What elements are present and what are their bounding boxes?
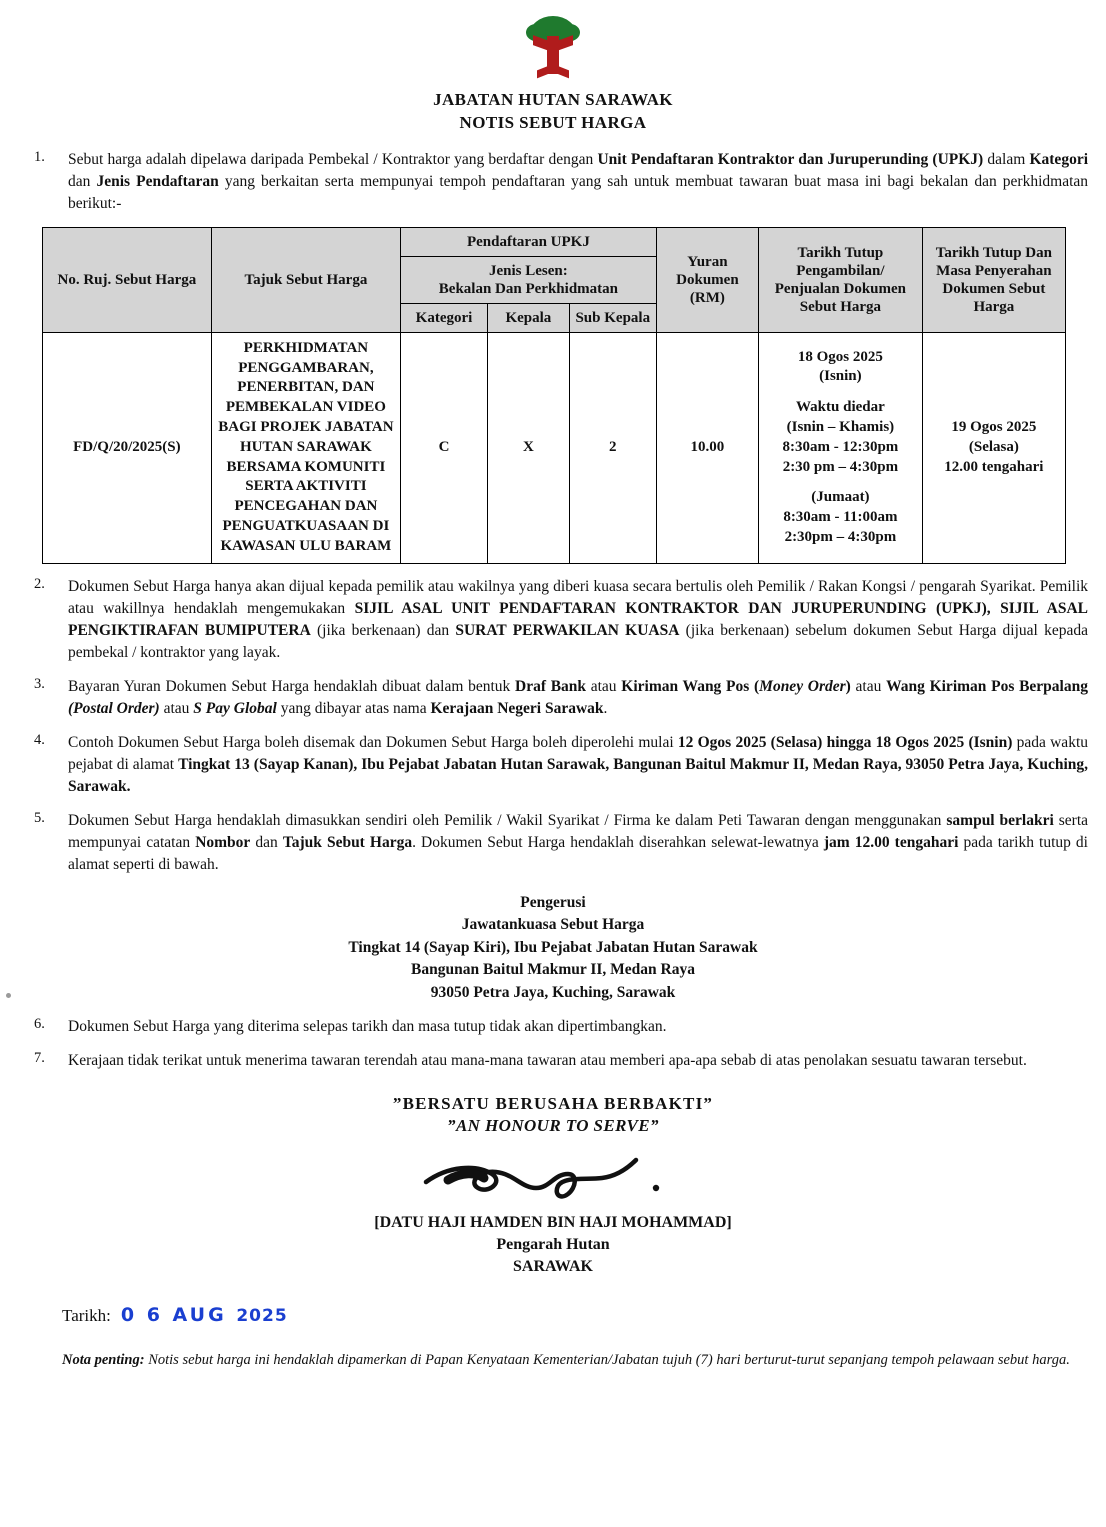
clause-3-text: Bayaran Yuran Dokumen Sebut Harga hendaklah dibuat dalam bentuk Draf Bank atau Kiriman Wang Pos (Money Order) atau Wang Kiriman Pos Berpalang (Postal Order) atau S Pay Global yang dibayar atas nama Kerajaan Negeri Sarawak. bbox=[68, 677, 1088, 717]
note-label: Nota penting: bbox=[62, 1352, 145, 1369]
handwritten-signature-icon bbox=[418, 1154, 688, 1208]
important-note bbox=[0, 1350, 1106, 1370]
cell-kategori: C bbox=[401, 332, 488, 563]
clause-3 bbox=[0, 676, 1106, 720]
date-row bbox=[0, 1304, 1106, 1326]
doc-type: NOTIS SEBUT HARGA bbox=[459, 112, 647, 132]
date-stamp-month: AUG bbox=[172, 1304, 227, 1327]
table-header-row-1 bbox=[43, 227, 1066, 256]
th-title: Tajuk Sebut Harga bbox=[211, 227, 400, 332]
th-closing-sale: Tarikh Tutup Pengambilan/ Penjualan Dokumen Sebut Harga bbox=[759, 227, 923, 332]
cell-sub-kepala: 2 bbox=[569, 332, 656, 563]
clause-3-number: 3. bbox=[34, 675, 45, 692]
clause-5-text: Dokumen Sebut Harga hendaklah dimasukkan sendiri oleh Pemilik / Wakil Syarikat / Firma ke dalam Peti Tawaran dengan menggunakan sampul berlakri serta mempunyai catatan Nombor dan Tajuk Sebut Harga. Dokumen Sebut Harga hendaklah diserahkan selewat-lewatnya jam 12.00 tengahari pada tarikh tutup di alamat seperti di bawah. bbox=[68, 811, 1089, 873]
th-licence-line2: Bekalan Dan Perkhidmatan bbox=[438, 280, 618, 297]
motto-block bbox=[0, 1094, 1106, 1136]
th-fee: Yuran Dokumen (RM) bbox=[656, 227, 758, 332]
motto-en: ”AN HONOUR TO SERVE” bbox=[447, 1115, 659, 1135]
th-upkj: Pendaftaran UPKJ bbox=[401, 227, 657, 256]
date-stamp bbox=[121, 1304, 288, 1326]
signatory-state: SARAWAK bbox=[512, 1258, 593, 1276]
th-kepala: Kepala bbox=[487, 303, 569, 332]
committee-label: Jawatankuasa Sebut Harga bbox=[461, 916, 645, 934]
cell-fee: 10.00 bbox=[656, 332, 758, 563]
chairman-label: Pengerusi bbox=[520, 893, 586, 911]
signatory-block bbox=[0, 1212, 1106, 1278]
clause-7-number: 7. bbox=[34, 1049, 45, 1066]
clause-4-text: Contoh Dokumen Sebut Harga boleh disemak dan Dokumen Sebut Harga boleh diperolehi mulai 12 Ogos 2025 (Selasa) hingga 18 Ogos 2025 (Isnin) pada waktu pejabat di alamat Tingkat 13 (Sayap Kanan), Ibu Pejabat Jabatan Hutan Sarawak, Bangunan Baitul Makmur II, Medan Raya, 93050 Petra Jaya, Kuching, Sarawak. bbox=[68, 733, 1088, 795]
clause-1 bbox=[0, 149, 1106, 215]
clause-2-number: 2. bbox=[34, 575, 45, 592]
clause-6 bbox=[0, 1016, 1106, 1038]
cell-kepala: X bbox=[487, 332, 569, 563]
issue-days: (Isnin – Khamis) bbox=[786, 419, 895, 436]
motto-bm: ”BERSATU BERUSAHA BERBAKTI” bbox=[392, 1093, 714, 1113]
th-licence-type bbox=[401, 256, 657, 303]
logo-container bbox=[0, 0, 1106, 83]
address-line-2: Bangunan Baitul Makmur II, Medan Raya bbox=[411, 961, 695, 979]
tree-logo-icon bbox=[523, 14, 583, 78]
clause-7-text: Kerajaan tidak terikat untuk menerima tawaran terendah atau mana-mana tawaran atau memberi apa-apa sebab di atas penolakan sesuatu tawaran tersebut. bbox=[68, 1051, 1027, 1069]
clause-5-number: 5. bbox=[34, 809, 45, 826]
date-stamp-year: 2025 bbox=[236, 1306, 288, 1327]
clause-4-number: 4. bbox=[34, 731, 45, 748]
sale-date: 18 Ogos 2025 bbox=[797, 348, 883, 365]
th-closing-submission: Tarikh Tutup Dan Masa Penyerahan Dokumen Sebut Harga bbox=[922, 227, 1065, 332]
clause-1-text: Sebut harga adalah dipelawa daripada Pembekal / Kontraktor yang berdaftar dengan Unit Pendaftaran Kontraktor dan Juruperunding (UPKJ) dalam Kategori dan Jenis Pendaftaran yang berkaitan serta mempunyai tempoh pendaftaran yang sah untuk membuat tawaran buat masa ini bagi bekalan dan perkhidmatan berikut:- bbox=[68, 150, 1089, 212]
submit-time: 12.00 tengahari bbox=[944, 458, 1044, 475]
signature-container bbox=[0, 1154, 1106, 1210]
issue-time-1: 8:30am - 12:30pm bbox=[782, 438, 899, 455]
cell-title: PERKHIDMATAN PENGGAMBARAN, PENERBITAN, DAN PEMBEKALAN VIDEO BAGI PROJEK JABATAN HUTAN SARAWAK BERSAMA KOMUNITI SERTA AKTIVITI PENCEGAHAN DAN PENGUATKUASAAN DI KAWASAN ULU BARAM bbox=[211, 332, 400, 563]
sale-day: (Isnin) bbox=[819, 368, 862, 385]
clause-7 bbox=[0, 1050, 1106, 1072]
page-speck bbox=[6, 993, 11, 998]
issue-friday: (Jumaat) bbox=[811, 489, 870, 506]
th-licence-line1: Jenis Lesen: bbox=[489, 262, 568, 279]
th-kategori: Kategori bbox=[401, 303, 488, 332]
org-name: JABATAN HUTAN SARAWAK bbox=[433, 90, 673, 109]
clause-6-text: Dokumen Sebut Harga yang diterima selepas tarikh dan masa tutup tidak akan dipertimbangkan. bbox=[68, 1017, 667, 1035]
submit-date: 19 Ogos 2025 bbox=[951, 419, 1037, 436]
issue-time-4: 2:30pm – 4:30pm bbox=[784, 529, 897, 546]
table-row bbox=[43, 332, 1066, 563]
note-text: Notis sebut harga ini hendaklah dipamerkan di Papan Kenyataan Kementerian/Jabatan tujuh (7) hari berturut-turut sepanjang tempoh pelawaan sebut harga. bbox=[144, 1352, 1070, 1369]
logo-root-left bbox=[537, 66, 549, 79]
clause-6-number: 6. bbox=[34, 1015, 45, 1032]
clause-1-number: 1. bbox=[34, 148, 45, 165]
quotation-table bbox=[42, 227, 1066, 564]
clause-2 bbox=[0, 576, 1106, 664]
clause-4 bbox=[0, 732, 1106, 798]
logo-root-right bbox=[557, 66, 569, 79]
cell-closing-sale bbox=[759, 332, 923, 563]
clause-5 bbox=[0, 810, 1106, 876]
issue-label: Waktu diedar bbox=[796, 399, 885, 416]
document-title bbox=[0, 89, 1106, 135]
cell-closing-submission bbox=[922, 332, 1065, 563]
th-sub-kepala: Sub Kepala bbox=[569, 303, 656, 332]
quotation-table-wrapper bbox=[0, 227, 1106, 564]
address-line-1: Tingkat 14 (Sayap Kiri), Ibu Pejabat Jabatan Hutan Sarawak bbox=[348, 938, 758, 956]
issue-time-3: 8:30am - 11:00am bbox=[783, 509, 898, 526]
signatory-name: [DATU HAJI HAMDEN BIN HAJI MOHAMMAD] bbox=[374, 1213, 732, 1231]
submission-address-block bbox=[0, 892, 1106, 1004]
clause-2-text: Dokumen Sebut Harga hanya akan dijual kepada pemilik atau wakilnya yang diberi kuasa secara bertulis oleh Pemilik / Rakan Kongsi / pengarah Syarikat. Pemilik atau wakillnya hendaklah mengemukakan SIJIL ASAL UNIT PENDAFTARAN KONTRAKTOR DAN JURUPERUNDING (UPKJ), SIJIL ASAL PENGIKTIRAFAN BUMIPUTERA (jika berkenaan) dan SURAT PERWAKILAN KUASA (jika berkenaan) sebelum dokumen Sebut Harga dijual kepada pembekal / kontraktor yang layak. bbox=[68, 577, 1089, 661]
issue-time-2: 2:30 pm – 4:30pm bbox=[782, 458, 899, 475]
address-line-3: 93050 Petra Jaya, Kuching, Sarawak bbox=[430, 983, 676, 1001]
submit-day: (Selasa) bbox=[968, 438, 1019, 455]
date-label: Tarikh: bbox=[62, 1306, 111, 1326]
th-reference: No. Ruj. Sebut Harga bbox=[43, 227, 212, 332]
date-stamp-day: 0 6 bbox=[120, 1304, 163, 1327]
signatory-position: Pengarah Hutan bbox=[496, 1236, 610, 1254]
cell-reference: FD/Q/20/2025(S) bbox=[43, 332, 212, 563]
